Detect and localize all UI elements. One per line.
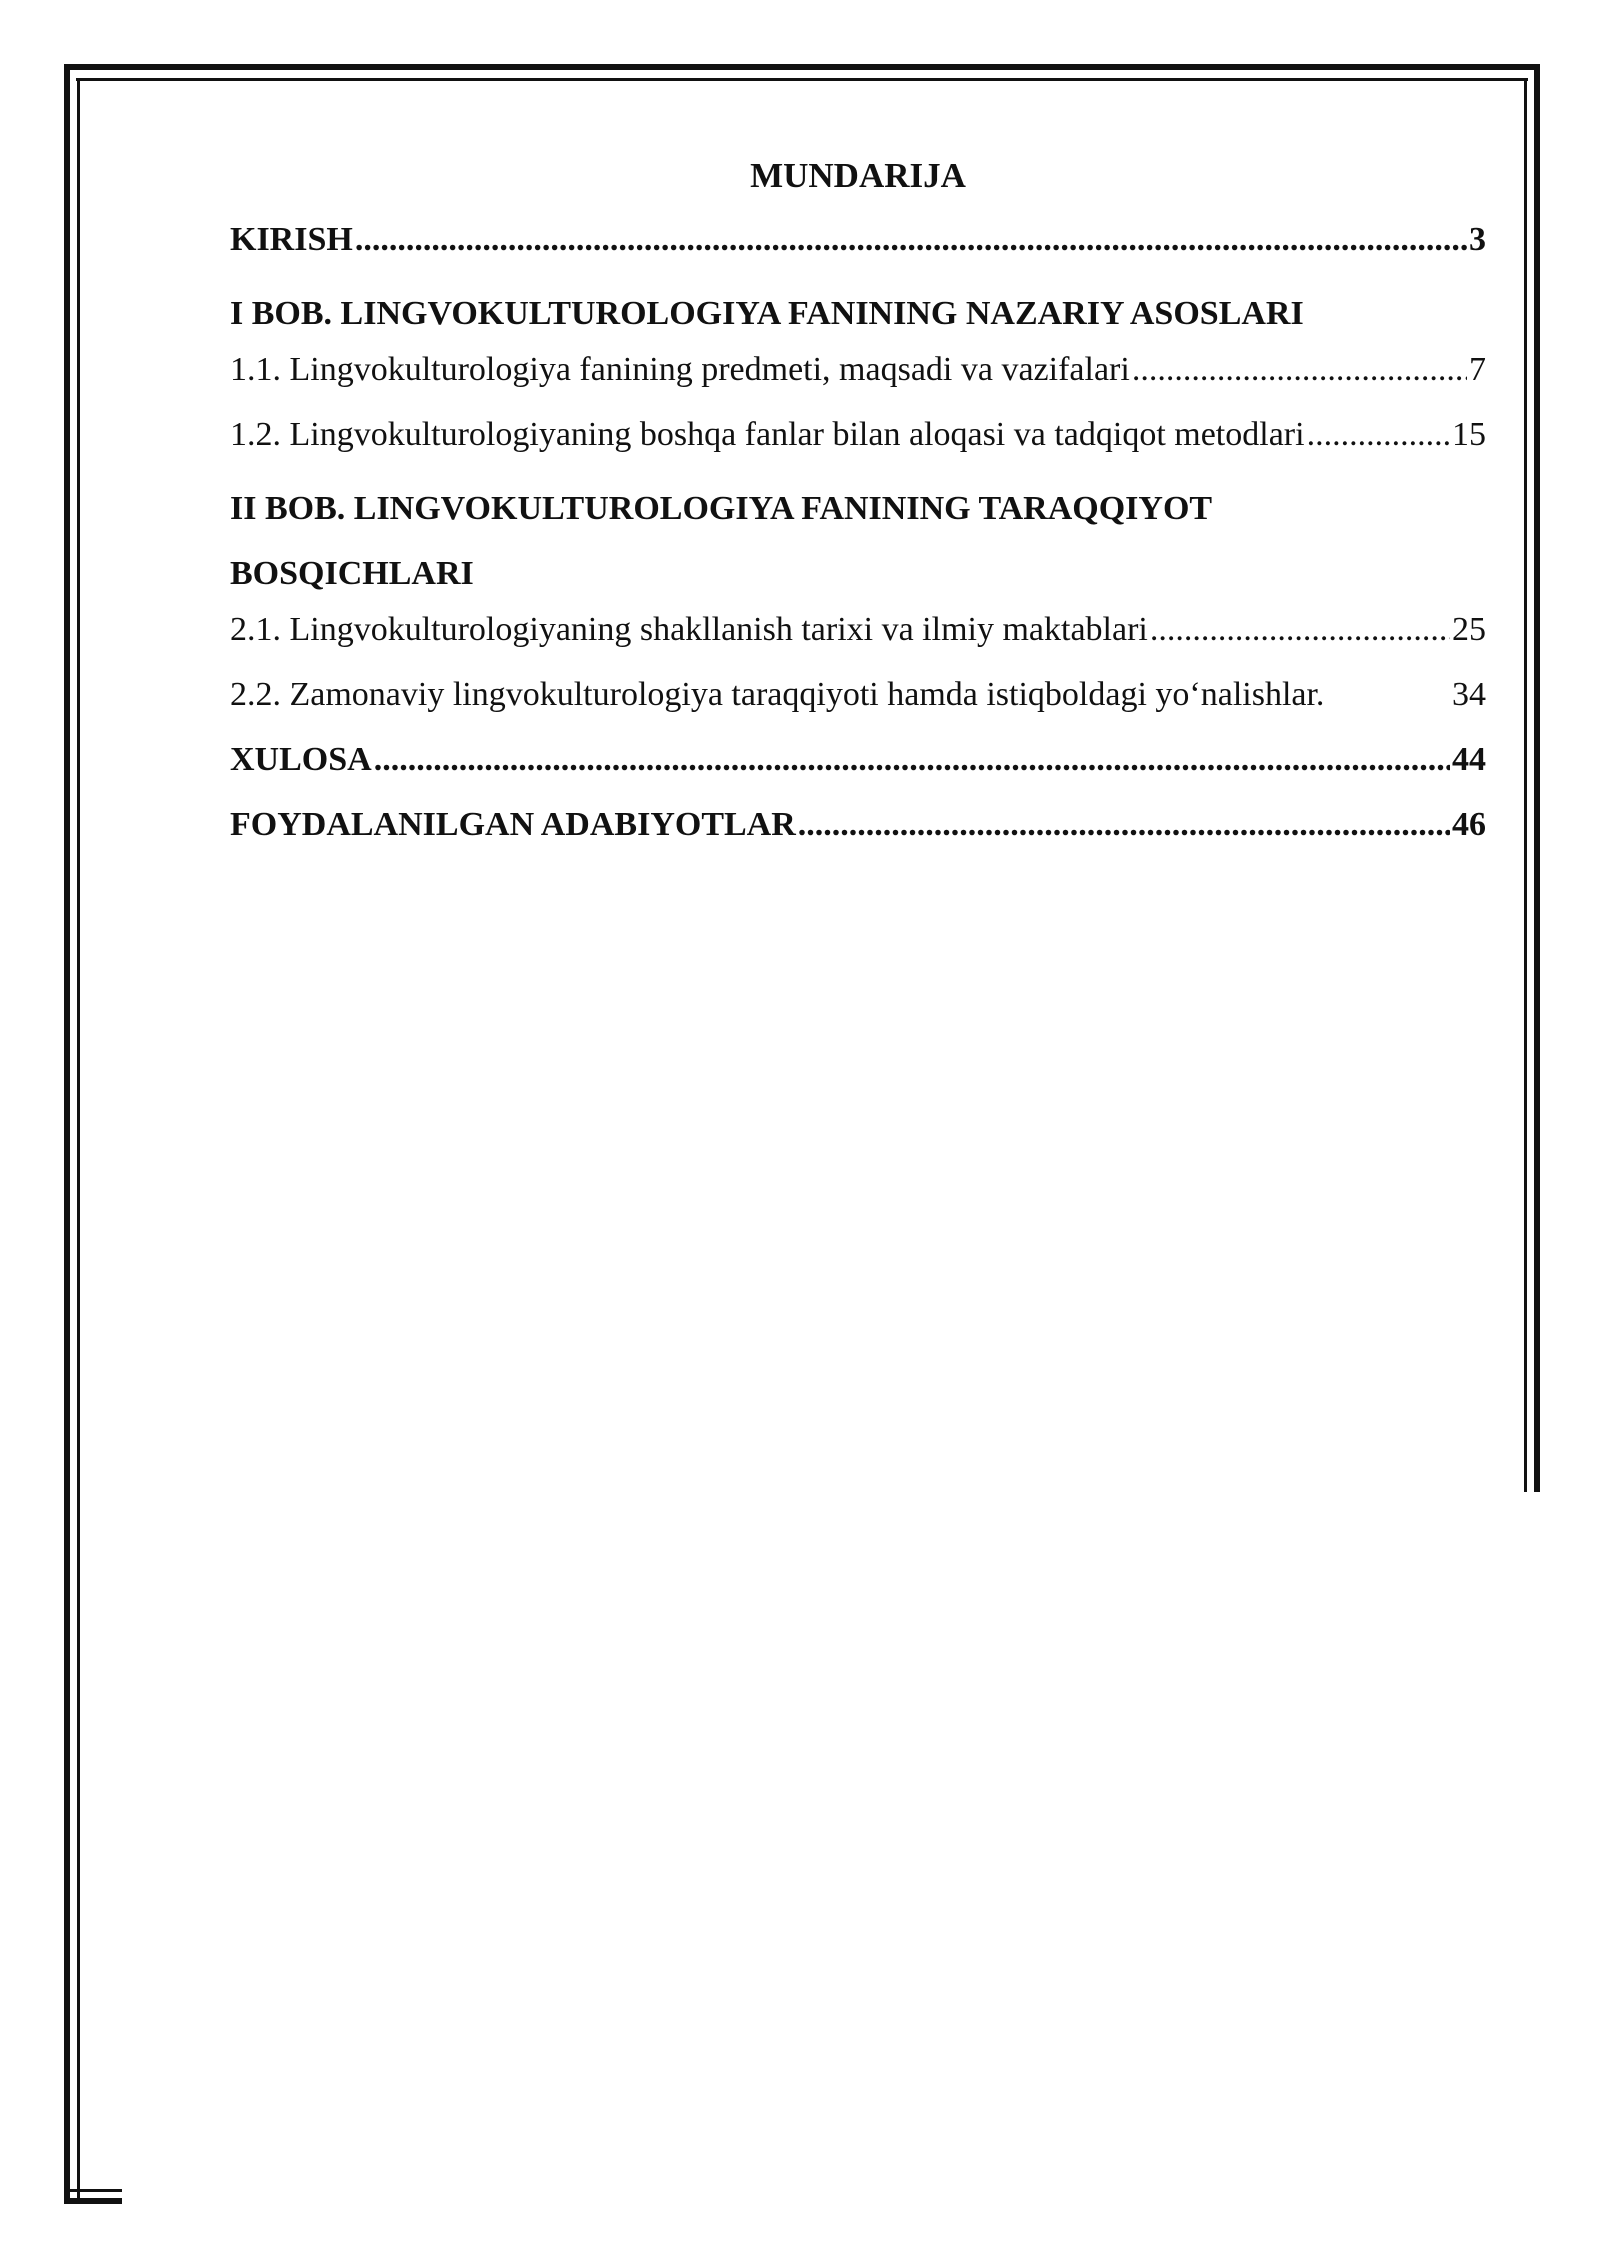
toc-entry-text: 2.1. Lingvokulturologiyaning shakllanish tarixi va ilmiy maktablari: [230, 611, 1148, 648]
toc-chapter-1[interactable]: [230, 281, 1486, 346]
border-right-inner: [1524, 78, 1527, 1492]
border-top-outer: [64, 64, 1540, 70]
toc-entry-1-2[interactable]: [230, 411, 1486, 476]
table-of-contents: [230, 216, 1486, 866]
toc-entry-page: 34: [1452, 676, 1486, 713]
toc-title: MUNDARIJA: [750, 156, 966, 195]
toc-entry-1-1[interactable]: [230, 346, 1486, 411]
toc-entry-text: KIRISH: [230, 221, 353, 258]
dot-leader: [374, 736, 1450, 784]
toc-entry-2-2[interactable]: [230, 671, 1486, 736]
border-left-outer: [64, 64, 70, 2204]
dot-leader: [1150, 606, 1450, 654]
dot-leader: [355, 216, 1467, 264]
toc-chapter-text: I BOB. LINGVOKULTUROLOGIYA FANINING NAZARIY ASOSLARI: [230, 295, 1304, 332]
toc-chapter-text: II BOB. LINGVOKULTUROLOGIYA FANINING TARAQQIYOT BOSQICHLARI: [230, 490, 1212, 592]
border-top-inner: [76, 78, 1528, 81]
toc-entry-adabiyotlar[interactable]: [230, 801, 1486, 866]
toc-entry-page: 46: [1452, 806, 1486, 843]
toc-entry-page: 7: [1469, 351, 1486, 388]
border-bottom-stub-thick: [64, 2198, 122, 2204]
toc-entry-kirish[interactable]: [230, 216, 1486, 281]
border-bottom-stub-thin: [64, 2189, 122, 2192]
toc-entry-page: 25: [1452, 611, 1486, 648]
toc-entry-xulosa[interactable]: [230, 736, 1486, 801]
dot-leader: [798, 801, 1450, 849]
toc-entry-text: FOYDALANILGAN ADABIYOTLAR: [230, 806, 796, 843]
border-right-outer: [1534, 64, 1540, 1492]
toc-entry-page: 44: [1452, 741, 1486, 778]
toc-entry-text: 1.1. Lingvokulturologiya fanining predmeti, maqsadi va vazifalari: [230, 351, 1130, 388]
toc-entry-text: XULOSA: [230, 741, 372, 778]
toc-entry-page: 3: [1469, 221, 1486, 258]
toc-entry-2-1[interactable]: [230, 606, 1486, 671]
toc-chapter-2[interactable]: [230, 476, 1350, 606]
toc-entry-page: 15: [1452, 416, 1486, 453]
dot-leader: [1132, 346, 1467, 394]
dot-leader: [1307, 411, 1450, 459]
border-left-inner: [77, 78, 80, 2204]
toc-entry-text: 1.2. Lingvokulturologiyaning boshqa fanlar bilan aloqasi va tadqiqot metodlari: [230, 416, 1305, 453]
toc-entry-text: 2.2. Zamonaviy lingvokulturologiya taraqqiyoti hamda istiqboldagi yo‘nalishlar.: [230, 676, 1325, 713]
